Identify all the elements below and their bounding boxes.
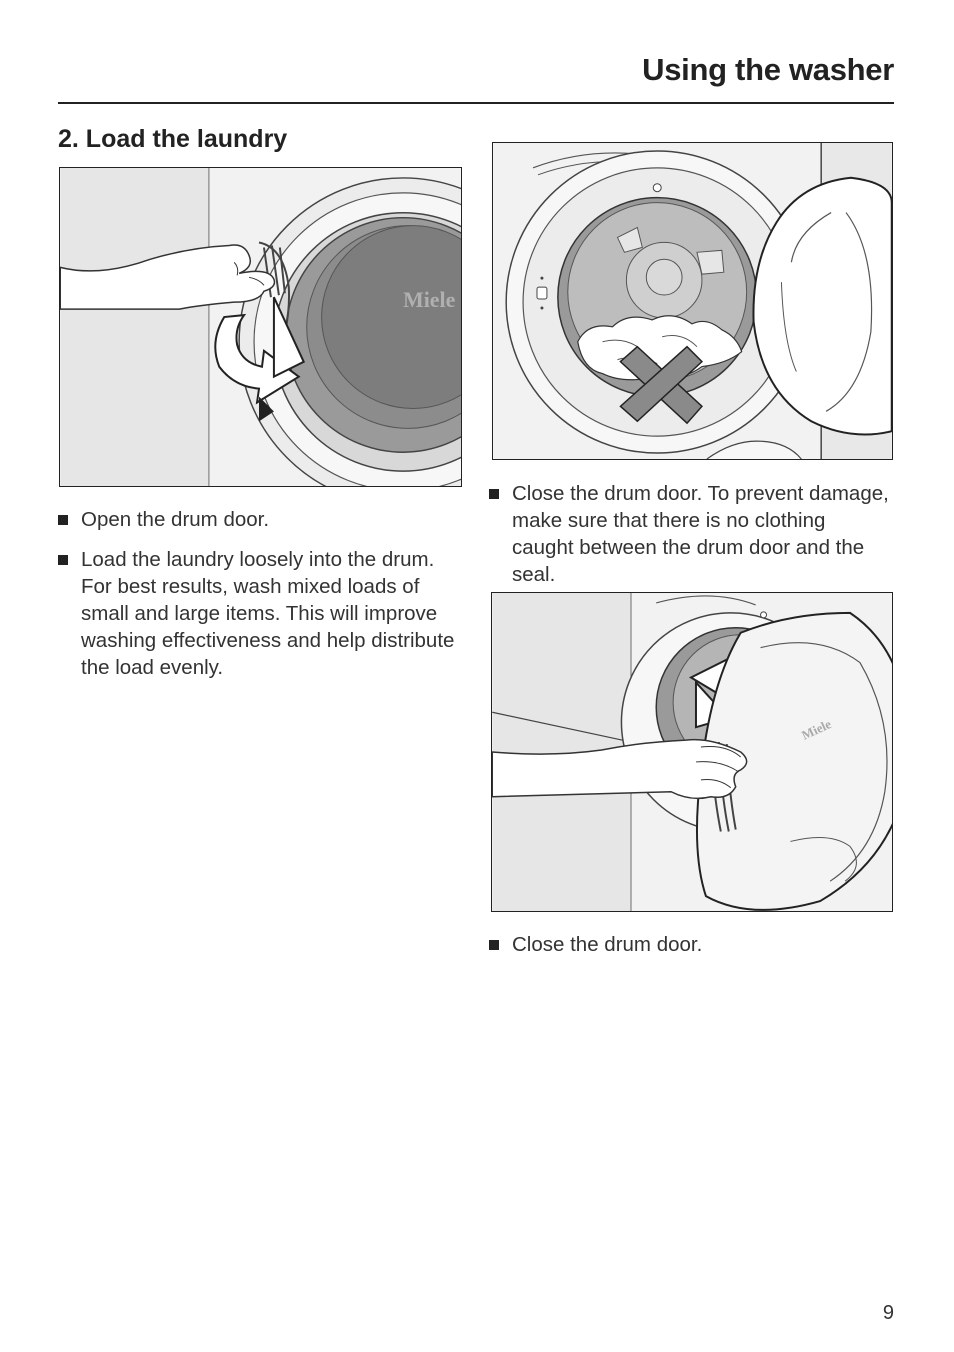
figure-open-door xyxy=(59,167,462,487)
door-brand-logo: Miele xyxy=(799,716,834,743)
instruction-close-door xyxy=(489,931,889,958)
bullet-square-icon xyxy=(58,515,68,525)
illustration-open-door xyxy=(60,168,461,486)
instruction-open-door xyxy=(58,506,458,533)
instruction-text: Open the drum door. xyxy=(81,508,270,531)
instruction-text: Close the drum door. To prevent damage, make sure that there is no clothing caught between the drum door and the seal. xyxy=(512,482,889,586)
instruction-close-door-caution xyxy=(489,480,889,588)
bullet-square-icon xyxy=(489,489,499,499)
door-brand-logo: Miele xyxy=(403,288,456,313)
bullet-square-icon xyxy=(489,940,499,950)
instruction-text: Close the drum door. xyxy=(512,933,703,956)
left-instructions xyxy=(58,506,458,694)
illustration-laundry-in-drum xyxy=(493,143,892,459)
illustration-close-door xyxy=(492,593,892,911)
right-instructions-top xyxy=(489,480,889,601)
page-number: 9 xyxy=(882,1302,894,1324)
figure-close-door xyxy=(491,592,893,912)
right-instructions-bottom xyxy=(489,931,889,971)
instruction-load-laundry xyxy=(58,546,458,681)
figure-laundry-in-drum xyxy=(492,142,893,460)
page-title: Using the washer xyxy=(642,52,894,87)
instruction-text: Load the laundry loosely into the drum. For best results, wash mixed loads of small and large items. This will improve washing effectiveness and help distribute the load evenly. xyxy=(81,548,455,679)
section-title: 2. Load the laundry xyxy=(58,125,288,153)
bullet-square-icon xyxy=(58,555,68,565)
page-header xyxy=(58,52,894,104)
